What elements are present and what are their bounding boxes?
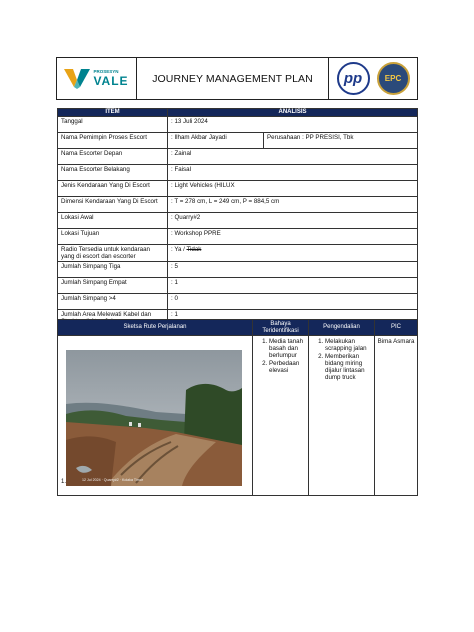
table-row [58,262,418,278]
table-row [58,213,418,229]
route-table [57,319,418,496]
table-row [58,149,418,165]
route-photo [66,350,242,486]
pengendalian-list [311,338,372,381]
row-label: Jumlah Simpang Tiga [58,262,168,278]
row-value: : Zainal [168,149,418,165]
row-label: Nama Escorter Belakang [58,165,168,181]
row-label: Tanggal [58,117,168,133]
document-header [56,57,418,100]
row-value: : 5 [168,262,418,278]
info-table [57,108,418,327]
radio-yes-text: : Ya / [171,246,187,253]
sketch-cell [58,336,253,496]
row-value: : Ilham Akbar Jayadi [168,133,264,149]
row-label: Jumlah Simpang >4 [58,294,168,310]
row-label: Nama Pemimpin Proses Escort [58,133,168,149]
table-row [58,133,418,149]
col-header-bahaya: Bahaya Teridentifikasi [253,320,309,336]
row-value: : Faisal [168,165,418,181]
col-header-sketch: Sketsa Rute Perjalanan [58,320,253,336]
col-header-analisis: ANALISIS [168,109,418,117]
table-row [58,336,418,496]
row-extra: Perusahaan : PP PRESISI, Tbk [264,133,418,149]
radio-no-struck-text: Tidak [186,246,202,253]
row-label: Nama Escorter Depan [58,149,168,165]
row-value: : 1 [168,310,418,327]
row-label: Jenis Kendaraan Yang Di Escort [58,181,168,197]
list-item: 2. Perbedaan elevasi [269,360,306,374]
row-value [168,245,418,262]
pengendalian-cell [309,336,375,496]
table-row [58,165,418,181]
photo-item-number: 1. [61,479,67,485]
row-value: : 0 [168,294,418,310]
row-label: Jumlah Area Melewati Kabel dan [58,310,168,327]
epc-logo-text: EPC [384,74,402,83]
pp-logo [337,62,370,95]
bahaya-list [255,338,306,374]
table-row [58,245,418,262]
bahaya-cell [253,336,309,496]
row-label: Lokasi Tujuan [58,229,168,245]
list-item: 1. Melakukan scrapping jalan [325,338,372,352]
row-value: : T = 278 cm, L = 249 cm, P = 884,5 cm [168,197,418,213]
row-value: : Light Vehicles (HILUX [168,181,418,197]
row-label: Lokasi Awal [58,213,168,229]
row-label: Dimensi Kendaraan Yang Di Escort [58,197,168,213]
pic-cell: Bima Asmara [375,336,418,496]
brand-top-text: PROSESYN [93,69,119,75]
table-row [58,294,418,310]
table-row [58,229,418,245]
col-header-pic: PIC [375,320,418,336]
epc-logo [377,62,410,95]
col-header-item: ITEM [58,109,168,117]
list-item: 2. Memberikan bidang miring dijalur lintasan dump truck [325,353,372,381]
table-row [58,181,418,197]
table-row [58,117,418,133]
brand-main-text: VALE [93,73,129,88]
row-label: Radio Tersedia untuk kendaraan yang di escort dan escorter [58,245,168,262]
list-item: 1. Media tanah basah dan berlumpur [269,338,306,359]
row-value: : 1 [168,278,418,294]
vale-v-icon [64,69,90,89]
row-value: : Workshop PPRE [168,229,418,245]
col-header-pengendalian: Pengendalian [309,320,375,336]
vale-logo [57,58,137,99]
photo-caption: 12 Jul 2024 · Quarry#2 · Kolaka Timur [82,478,143,482]
table-row [58,197,418,213]
pp-logo-text: pp [343,70,363,87]
row-value: : 13 Juli 2024 [168,117,418,133]
row-label: Jumlah Simpang Empat [58,278,168,294]
row-value: : Quarry#2 [168,213,418,229]
table-row [58,278,418,294]
page-title: JOURNEY MANAGEMENT PLAN [137,58,329,99]
